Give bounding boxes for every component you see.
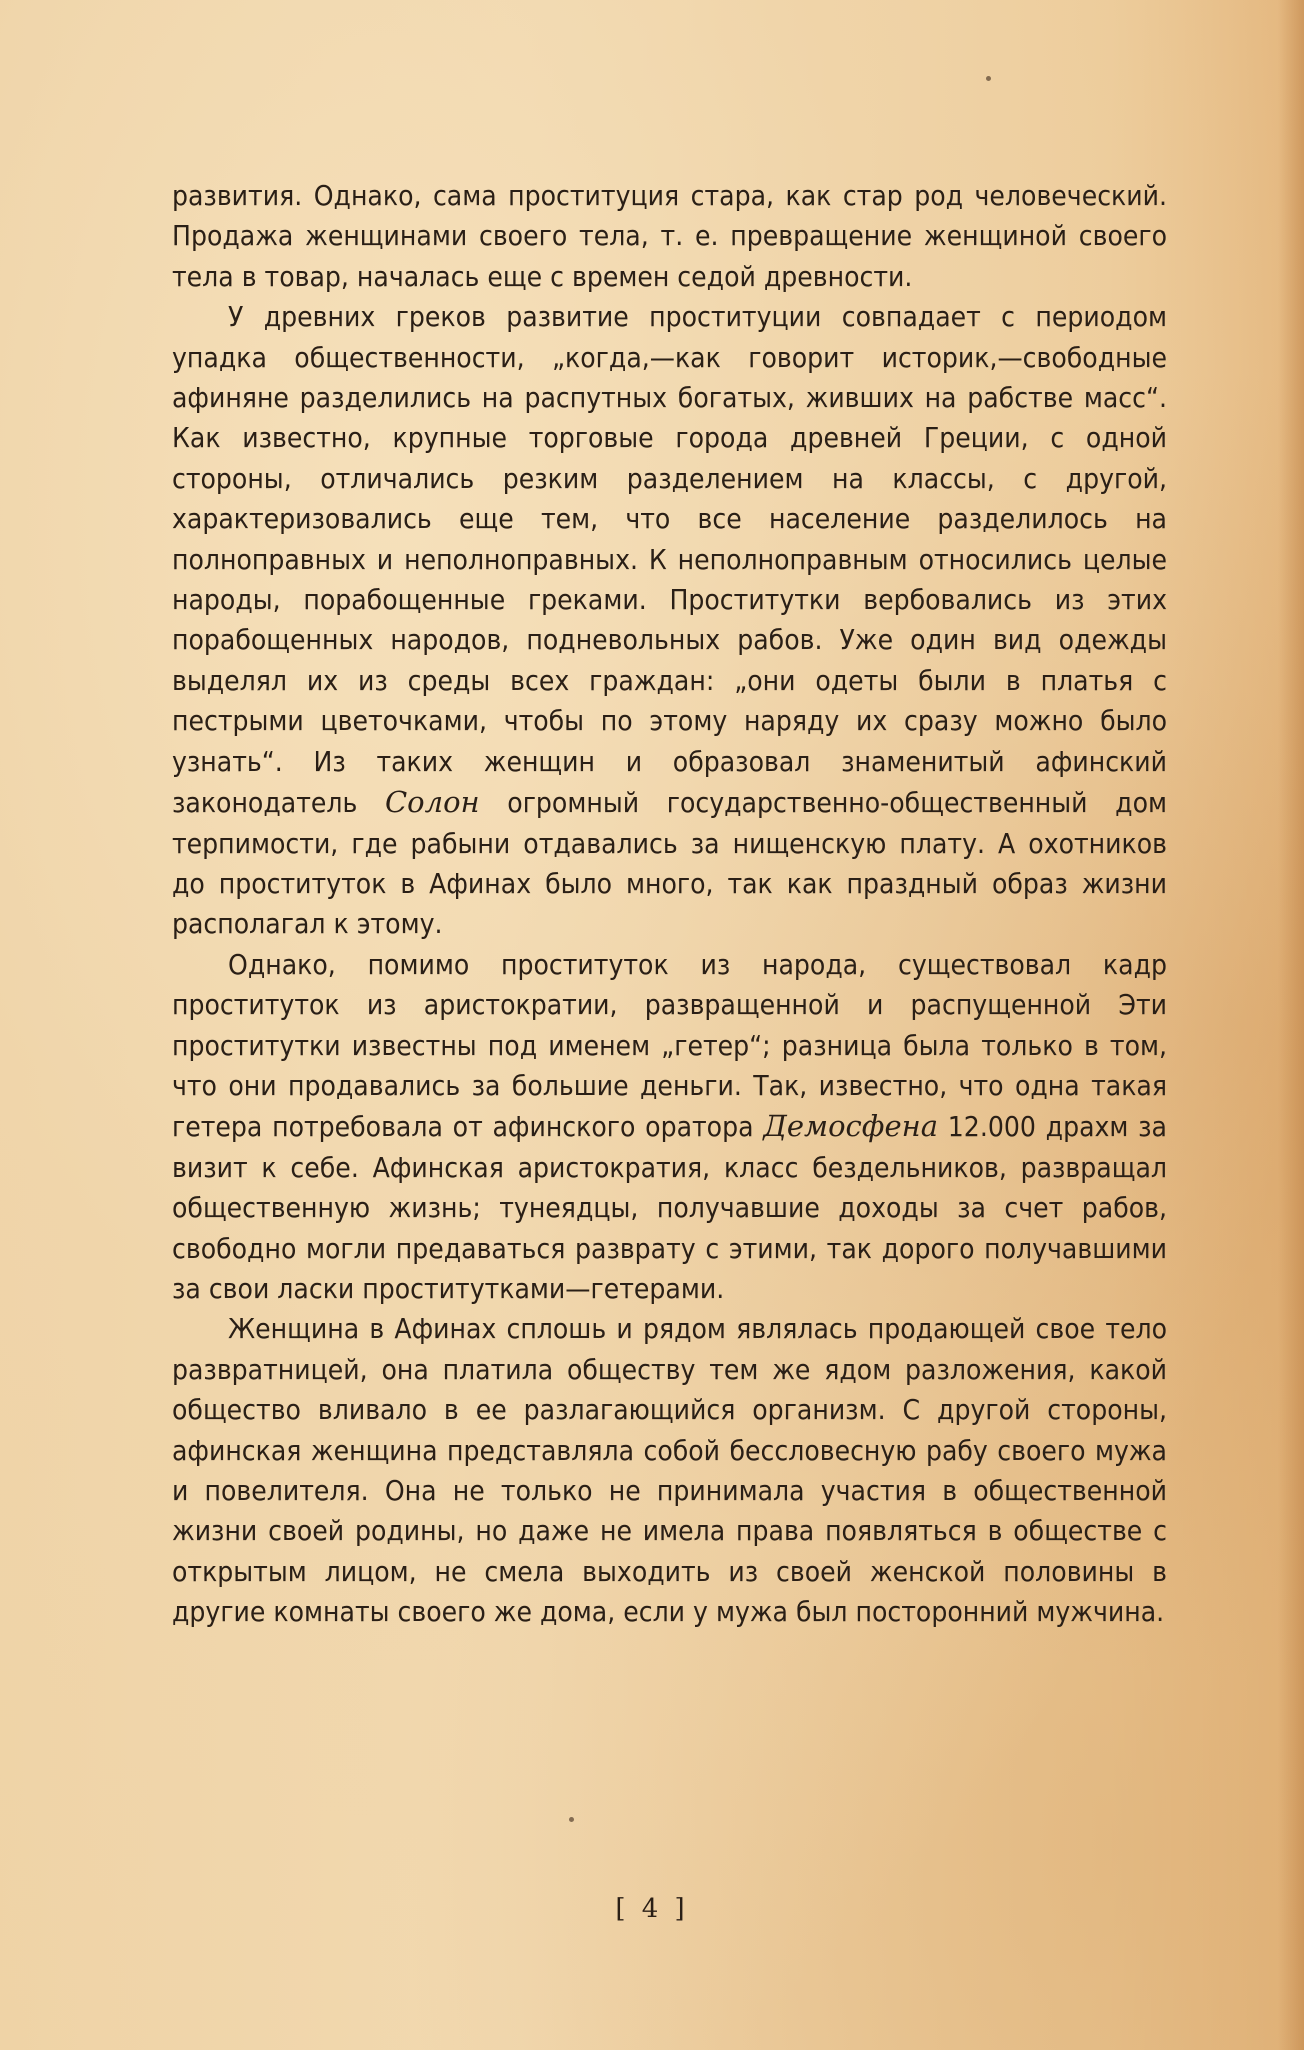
paragraph-2-text-b: огромный государственно-общественный дом терпимости, где рабыни отдавались за нищенскую плату. А охотников до проституток в Афинах было много, так как праздный образ жизни располагал к этому. bbox=[172, 786, 1167, 941]
paragraph-3-text-a: Однако, помимо проституток из народа, существовал кадр проституток из аристократии, развращенной и распущенной Эти проститутки известны под именем „гетер“; разница была только в том, что они продавались за большие деньги. Так, известно, что одна такая гетера потребовала от афинского оратора bbox=[172, 947, 1167, 1144]
name-demosthenes: Демосфена bbox=[763, 1109, 939, 1144]
paragraph-4 bbox=[172, 1309, 1167, 1632]
paragraph-2-text-a: У древних греков развитие проституции совпадает с периодом упадка общественности, „когда,—как говорит историк,—свободные афиняне разделились на распутных богатых, живших на рабстве масс“. Как известно, крупные торговые города древней Греции, с одной стороны, отличались резким разделением на классы, с другой, характеризовались еще тем, что все население разделилось на полноправных и неполноправных. К неполноправным относились целые народы, порабощенные греками. Проститутки вербовались из этих порабощенных народов, подневольных рабов. Уже один вид одежды выделял их из среды всех граждан: „они одеты были в платья с пестрыми цветочками, чтобы по этому наряду их сразу можно было узнать“. Из таких женщин и образовал знаменитый афинский законодатель bbox=[172, 300, 1167, 820]
paper-speck bbox=[986, 76, 991, 81]
paragraph-3 bbox=[172, 945, 1167, 1310]
paragraph-2 bbox=[172, 297, 1167, 945]
paragraph-4-text: Женщина в Афинах сплошь и рядом являлась продающей свое тело развратницей, она платила обществу тем же ядом разложения, какой общество вливало в ее разлагающийся организм. С другой стороны, афинская женщина представляла собой бессловесную рабу своего мужа и повелителя. Она не только не принимала участия в общественной жизни своей родины, но даже не имела права появляться в обществе с открытым лицом, не смела выходить из своей женской половины в другие комнаты своего же дома, если у мужа был посторонний мужчина. bbox=[172, 1312, 1167, 1629]
body-text bbox=[172, 176, 1167, 1633]
paragraph-1 bbox=[172, 176, 1167, 297]
paper-speck bbox=[569, 1817, 574, 1822]
paragraph-1-text: развития. Однако, сама проституция стара, как стар род человеческий. Продажа женщинами своего тела, т. е. превращение женщиной своего тела в товар, началась еще с времен седой древности. bbox=[172, 179, 1167, 293]
name-solon: Солон bbox=[384, 785, 480, 820]
paragraph-3-text-b: 12.000 драхм за визит к себе. Афинская аристократия, класс бездельников, развращал общественную жизнь; тунеядцы, получавшие доходы за счет рабов, свободно могли предаваться разврату с этими, так дорого получавшими за свои ласки проститутками—гетерами. bbox=[172, 1110, 1167, 1305]
page-number: [ 4 ] bbox=[615, 1894, 689, 1924]
